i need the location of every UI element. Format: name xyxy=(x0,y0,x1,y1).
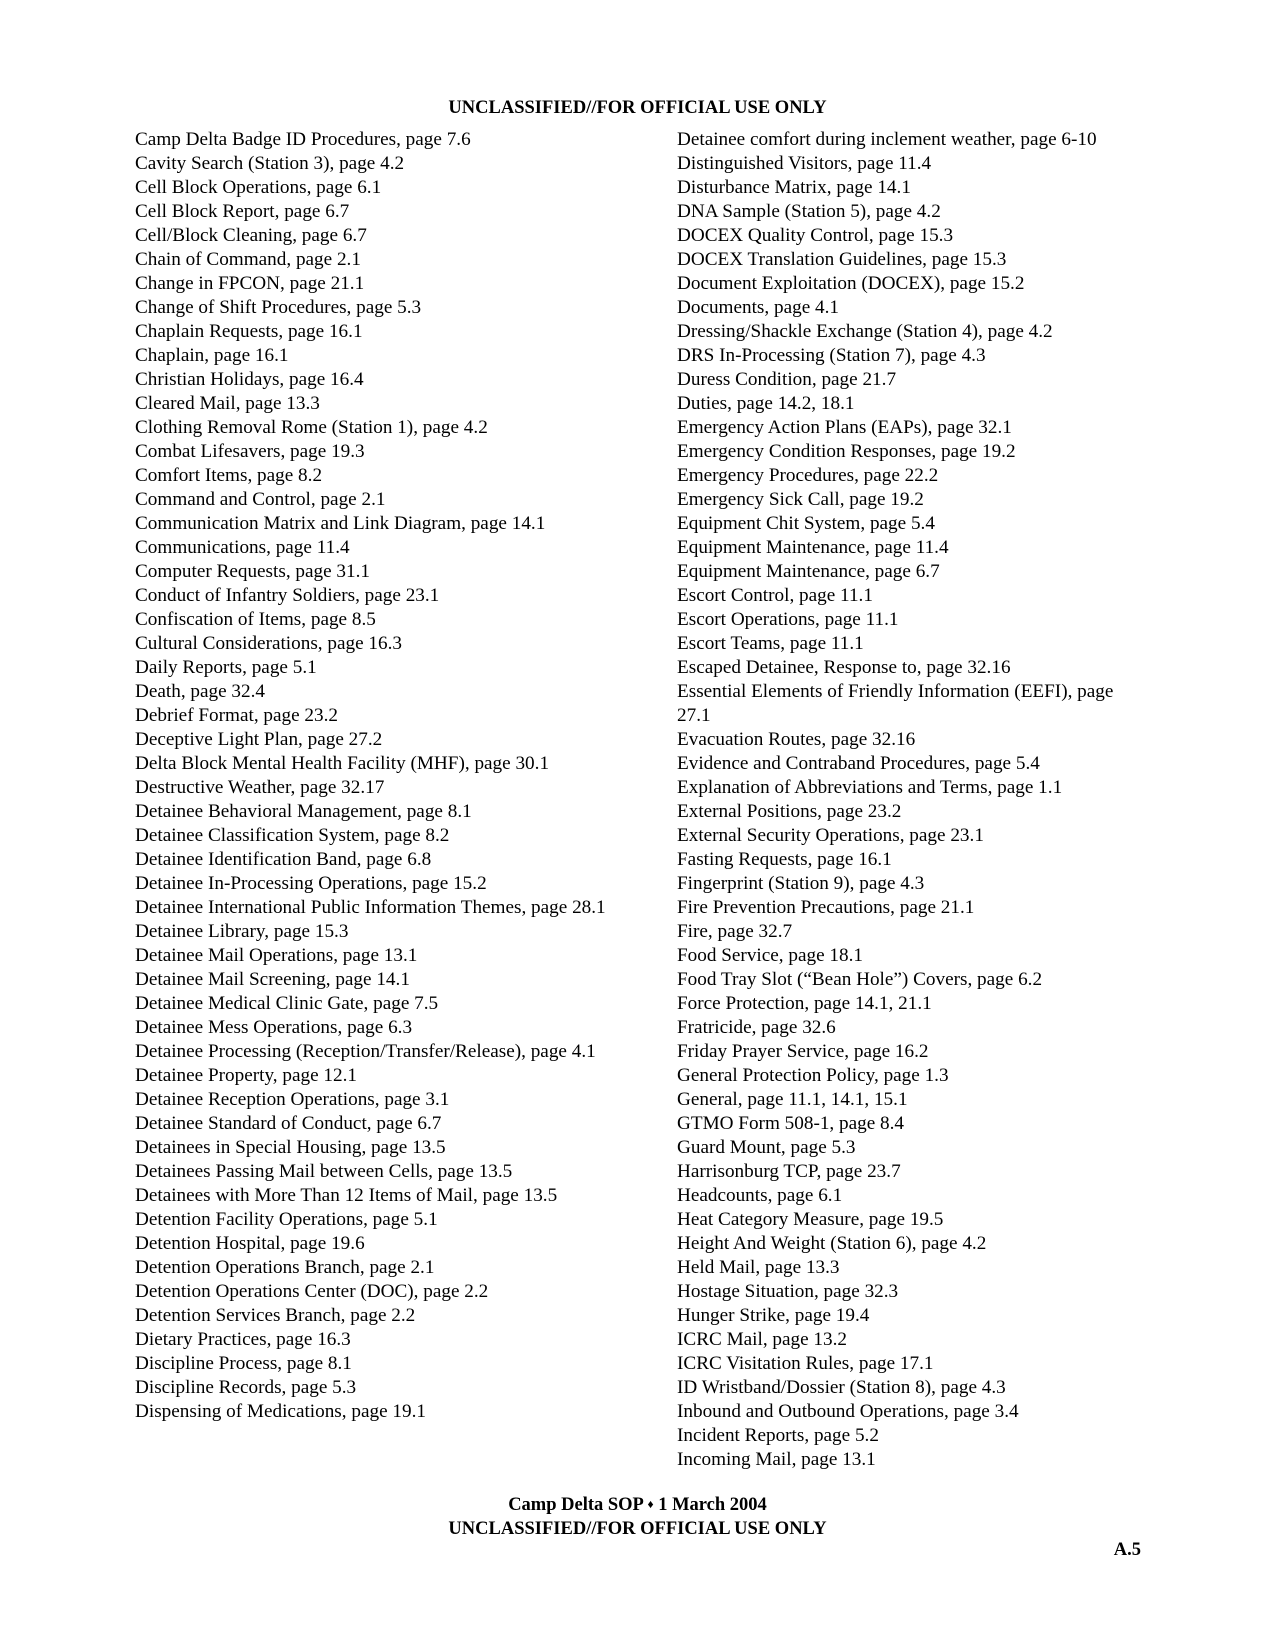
index-entry: GTMO Form 508-1, page 8.4 xyxy=(677,1113,905,1134)
index-entry: Detainees Passing Mail between Cells, page 13.5 xyxy=(135,1161,513,1182)
index-column-left xyxy=(135,128,655,1424)
index-entry: Detainee Mess Operations, page 6.3 xyxy=(135,1017,413,1038)
index-entry: Hostage Situation, page 32.3 xyxy=(677,1281,899,1302)
index-entry: Dispensing of Medications, page 19.1 xyxy=(135,1401,426,1422)
index-entry: Comfort Items, page 8.2 xyxy=(135,465,323,486)
header-classification: UNCLASSIFIED//FOR OFFICIAL USE ONLY xyxy=(448,98,827,118)
footer-date: 1 March 2004 xyxy=(658,1495,767,1515)
index-entry: Fire, page 32.7 xyxy=(677,921,793,942)
index-entry: Christian Holidays, page 16.4 xyxy=(135,369,364,390)
index-entry: Combat Lifesavers, page 19.3 xyxy=(135,441,365,462)
index-entry: Harrisonburg TCP, page 23.7 xyxy=(677,1161,901,1182)
index-entry: Emergency Condition Responses, page 19.2 xyxy=(677,441,1016,462)
index-entry: Cell Block Operations, page 6.1 xyxy=(135,177,382,198)
index-entry: Detainee International Public Information Themes, page 28.1 xyxy=(135,897,606,918)
index-entry: Computer Requests, page 31.1 xyxy=(135,561,371,582)
index-entry: Debrief Format, page 23.2 xyxy=(135,705,339,726)
index-entry: Command and Control, page 2.1 xyxy=(135,489,386,510)
index-entry: Detainee Behavioral Management, page 8.1 xyxy=(135,801,472,822)
index-entry: DRS In-Processing (Station 7), page 4.3 xyxy=(677,345,986,366)
index-entry: Communications, page 11.4 xyxy=(135,537,350,558)
index-entry: Detainee Processing (Reception/Transfer/Release), page 4.1 xyxy=(135,1041,596,1062)
index-entry: DOCEX Quality Control, page 15.3 xyxy=(677,225,954,246)
index-entry: DNA Sample (Station 5), page 4.2 xyxy=(677,201,941,222)
index-entry: Emergency Procedures, page 22.2 xyxy=(677,465,939,486)
index-entry: Fingerprint (Station 9), page 4.3 xyxy=(677,873,925,894)
index-entry: Incoming Mail, page 13.1 xyxy=(677,1449,876,1470)
index-entry: Escort Teams, page 11.1 xyxy=(677,633,864,654)
index-entry: Detainee Reception Operations, page 3.1 xyxy=(135,1089,450,1110)
index-entry: Equipment Maintenance, page 11.4 xyxy=(677,537,949,558)
index-entry: Detainee Identification Band, page 6.8 xyxy=(135,849,432,870)
index-entry: Chaplain Requests, page 16.1 xyxy=(135,321,363,342)
index-entry: Friday Prayer Service, page 16.2 xyxy=(677,1041,929,1062)
diamond-separator-icon: ♦ xyxy=(647,1497,654,1511)
index-entry: Detention Facility Operations, page 5.1 xyxy=(135,1209,438,1230)
index-entry: Fire Prevention Precautions, page 21.1 xyxy=(677,897,975,918)
index-entry: Detainee Library, page 15.3 xyxy=(135,921,349,942)
index-entry: Dietary Practices, page 16.3 xyxy=(135,1329,351,1350)
index-entry: Cell/Block Cleaning, page 6.7 xyxy=(135,225,367,246)
index-entry: Duties, page 14.2, 18.1 xyxy=(677,393,855,414)
footer-doc-line xyxy=(0,1492,1275,1517)
index-entry: External Positions, page 23.2 xyxy=(677,801,902,822)
index-entry: Essential Elements of Friendly Information (EEFI), page 27.1 xyxy=(677,681,1114,726)
index-entry: Disturbance Matrix, page 14.1 xyxy=(677,177,911,198)
index-entry: Detainee Mail Operations, page 13.1 xyxy=(135,945,418,966)
page-footer xyxy=(0,1492,1275,1541)
page-number: A.5 xyxy=(1113,1540,1141,1560)
index-column-right xyxy=(677,128,1147,1472)
index-entry: Detainees in Special Housing, page 13.5 xyxy=(135,1137,446,1158)
index-entry: Detainee Standard of Conduct, page 6.7 xyxy=(135,1113,442,1134)
index-entry: Change of Shift Procedures, page 5.3 xyxy=(135,297,422,318)
index-entry: Escort Operations, page 11.1 xyxy=(677,609,899,630)
index-entry: Escaped Detainee, Response to, page 32.16 xyxy=(677,657,1011,678)
index-entry: DOCEX Translation Guidelines, page 15.3 xyxy=(677,249,1007,270)
index-entry: Duress Condition, page 21.7 xyxy=(677,369,897,390)
index-entry: Emergency Action Plans (EAPs), page 32.1 xyxy=(677,417,1012,438)
index-entry: Inbound and Outbound Operations, page 3.4 xyxy=(677,1401,1019,1422)
index-entry: Escort Control, page 11.1 xyxy=(677,585,873,606)
index-entry: Force Protection, page 14.1, 21.1 xyxy=(677,993,932,1014)
index-entry: ID Wristband/Dossier (Station 8), page 4.3 xyxy=(677,1377,1006,1398)
index-entry: Explanation of Abbreviations and Terms, page 1.1 xyxy=(677,777,1063,798)
index-entry: Heat Category Measure, page 19.5 xyxy=(677,1209,944,1230)
index-entry: Chain of Command, page 2.1 xyxy=(135,249,361,270)
index-entry: Hunger Strike, page 19.4 xyxy=(677,1305,870,1326)
index-entry: Height And Weight (Station 6), page 4.2 xyxy=(677,1233,987,1254)
index-entry: General, page 11.1, 14.1, 15.1 xyxy=(677,1089,908,1110)
index-entry: Food Tray Slot (“Bean Hole”) Covers, page 6.2 xyxy=(677,969,1043,990)
index-entry: Conduct of Infantry Soldiers, page 23.1 xyxy=(135,585,440,606)
index-entry: Cultural Considerations, page 16.3 xyxy=(135,633,402,654)
index-entry: Detainee comfort during inclement weather, page 6-10 xyxy=(677,129,1097,150)
index-entry: Detention Hospital, page 19.6 xyxy=(135,1233,365,1254)
index-entry: Communication Matrix and Link Diagram, page 14.1 xyxy=(135,513,546,534)
index-entry: External Security Operations, page 23.1 xyxy=(677,825,984,846)
index-entry: Detainee Property, page 12.1 xyxy=(135,1065,357,1086)
index-entry: Death, page 32.4 xyxy=(135,681,266,702)
index-entry: Detainee Mail Screening, page 14.1 xyxy=(135,969,410,990)
index-entry: Deceptive Light Plan, page 27.2 xyxy=(135,729,383,750)
footer-classification: UNCLASSIFIED//FOR OFFICIAL USE ONLY xyxy=(448,1519,827,1539)
index-entry: Document Exploitation (DOCEX), page 15.2 xyxy=(677,273,1025,294)
index-entry: Camp Delta Badge ID Procedures, page 7.6 xyxy=(135,129,471,150)
index-entry: Detention Operations Branch, page 2.1 xyxy=(135,1257,435,1278)
index-entry: Detainee In-Processing Operations, page 15.2 xyxy=(135,873,487,894)
index-entry: Cell Block Report, page 6.7 xyxy=(135,201,350,222)
index-entry: Daily Reports, page 5.1 xyxy=(135,657,317,678)
index-entry: Detainees with More Than 12 Items of Mail, page 13.5 xyxy=(135,1185,558,1206)
index-entry: Detainee Classification System, page 8.2 xyxy=(135,825,450,846)
index-entry: Evacuation Routes, page 32.16 xyxy=(677,729,916,750)
index-entry: Equipment Maintenance, page 6.7 xyxy=(677,561,940,582)
index-entry: Detention Operations Center (DOC), page 2.2 xyxy=(135,1281,489,1302)
index-entry: Equipment Chit System, page 5.4 xyxy=(677,513,935,534)
index-entry: Fasting Requests, page 16.1 xyxy=(677,849,892,870)
index-entry: Documents, page 4.1 xyxy=(677,297,839,318)
index-entry: Cavity Search (Station 3), page 4.2 xyxy=(135,153,405,174)
index-entry: Dressing/Shackle Exchange (Station 4), page 4.2 xyxy=(677,321,1053,342)
footer-doc-title: Camp Delta SOP xyxy=(508,1495,643,1515)
index-entry: Discipline Process, page 8.1 xyxy=(135,1353,352,1374)
index-entry: ICRC Visitation Rules, page 17.1 xyxy=(677,1353,934,1374)
index-entry: Detainee Medical Clinic Gate, page 7.5 xyxy=(135,993,439,1014)
index-entry: Delta Block Mental Health Facility (MHF), page 30.1 xyxy=(135,753,550,774)
index-entry: Clothing Removal Rome (Station 1), page 4.2 xyxy=(135,417,488,438)
index-entry: Cleared Mail, page 13.3 xyxy=(135,393,320,414)
index-entry: Distinguished Visitors, page 11.4 xyxy=(677,153,932,174)
index-entry: Guard Mount, page 5.3 xyxy=(677,1137,856,1158)
index-entry: Evidence and Contraband Procedures, page 5.4 xyxy=(677,753,1040,774)
index-entry: Chaplain, page 16.1 xyxy=(135,345,289,366)
index-entry: Change in FPCON, page 21.1 xyxy=(135,273,365,294)
index-entry: Held Mail, page 13.3 xyxy=(677,1257,840,1278)
index-entry: Food Service, page 18.1 xyxy=(677,945,863,966)
index-entry: Destructive Weather, page 32.17 xyxy=(135,777,385,798)
index-entry: Fratricide, page 32.6 xyxy=(677,1017,836,1038)
index-entry: Detention Services Branch, page 2.2 xyxy=(135,1305,416,1326)
index-entry: Emergency Sick Call, page 19.2 xyxy=(677,489,924,510)
index-entry: Confiscation of Items, page 8.5 xyxy=(135,609,376,630)
index-entry: Headcounts, page 6.1 xyxy=(677,1185,843,1206)
index-entry: Discipline Records, page 5.3 xyxy=(135,1377,357,1398)
index-entry: ICRC Mail, page 13.2 xyxy=(677,1329,848,1350)
index-entry: Incident Reports, page 5.2 xyxy=(677,1425,879,1446)
index-entry: General Protection Policy, page 1.3 xyxy=(677,1065,949,1086)
